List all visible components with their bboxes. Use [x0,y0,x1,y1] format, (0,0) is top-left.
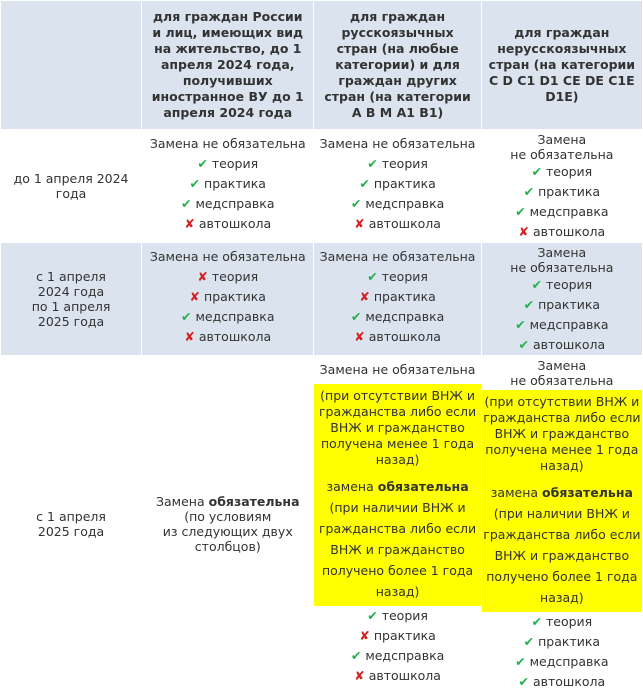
cell-r3-c3: Замена не обязательна (при отсутствии ВНЖ и гражданства либо если ВНЖ и гражданство получена менее 1 года назад) замена обязательна (при наличии ВНЖ и гражданства либо если ВНЖ и гражданство получено более 1 года назад) ✔ теория ✔ практика ✔ медсправка ✔ автошкола [481,356,642,693]
cell-r3-c2: Замена не обязательна (при отсутствии ВНЖ и гражданства либо если ВНЖ и гражданство получена менее 1 года назад) замена обязательна (при наличии ВНЖ и гражданства либо если ВНЖ и гражданство получено более 1 года назад) ✔ теория ✘ практика ✔ медсправка ✘ автошкола [314,356,481,693]
item-med: ✔ медсправка [515,654,609,669]
item-med: ✔ медсправка [350,196,445,211]
row-label: до 1 апреля 2024 года [1,130,142,243]
item-school: ✘ автошкола [184,329,272,344]
check-icon: ✔ [181,309,192,324]
cell-r2-c3: Замена не обязательна ✔ теория ✔ практика ✔ медсправка ✔ автошкола [481,243,642,356]
cross-icon: ✘ [518,224,529,239]
item-med: ✔ медсправка [515,317,609,332]
item-med: ✔ медсправка [350,648,445,663]
row-label: с 1 апреля 2024 года по 1 апреля 2025 года [1,243,142,356]
header-empty [1,1,142,130]
item-theory: ✔ теория [531,614,593,629]
check-icon: ✔ [367,269,378,284]
item-practice: ✘ практика [189,289,266,304]
check-icon: ✔ [518,674,529,689]
check-icon: ✔ [531,614,542,629]
check-icon: ✔ [523,634,535,649]
item-practice: ✘ практика [359,289,436,304]
condition-block: (при отсутствии ВНЖ и гражданства либо если ВНЖ и гражданство получена менее 1 года назад) замена обязательна (при наличии ВНЖ и гражданства либо если ВНЖ и гражданство получено более 1 года назад) [314,384,480,606]
check-icon: ✔ [350,648,362,663]
item-med: ✔ медсправка [515,204,609,219]
cross-icon: ✘ [189,289,201,304]
item-school: ✘ автошкола [518,224,606,239]
cell-r2-c1: Замена не обязательна ✘ теория ✘ практика ✔ медсправка ✘ автошкола [142,243,314,356]
row-label: с 1 апреля 2025 года [1,356,142,693]
item-practice: ✔ практика [523,297,601,312]
item-school: ✘ автошкола [354,216,441,231]
item-theory: ✔ теория [367,269,428,284]
row-after-2025 [1,356,643,693]
check-icon: ✔ [523,184,535,199]
cross-icon: ✘ [354,668,365,683]
check-icon: ✔ [531,164,542,179]
item-theory: ✘ теория [197,269,259,284]
cell-r1-c1: Замена не обязательна ✔ теория ✔ практика ✔ медсправка ✘ автошкола [142,130,314,243]
check-icon: ✔ [523,297,535,312]
item-theory: ✔ теория [197,156,259,171]
check-icon: ✔ [518,337,529,352]
cell-r3-c1: Замена обязательна (по условиям из следующих двух столбцов) [142,356,314,693]
cell-r1-c2: Замена не обязательна ✔ теория ✔ практика ✔ медсправка ✘ автошкола [314,130,481,243]
cross-icon: ✘ [359,289,370,304]
item-school: ✘ автошкола [184,216,272,231]
cross-icon: ✘ [359,628,370,643]
row-2024-2025 [1,243,643,356]
check-icon: ✔ [350,196,362,211]
header-row [1,1,643,130]
check-icon: ✔ [531,277,542,292]
check-icon: ✔ [189,176,201,191]
condition-block: (при отсутствии ВНЖ и гражданства либо если ВНЖ и гражданство получена менее 1 года назад) замена обязательна (при наличии ВНЖ и гражданства либо если ВНЖ и гражданство получено более 1 года назад) [482,390,642,612]
item-theory: ✔ теория [367,156,428,171]
item-practice: ✔ практика [523,184,601,199]
cross-icon: ✘ [197,269,208,284]
item-practice: ✔ практика [523,634,601,649]
check-icon: ✔ [197,156,208,171]
check-icon: ✔ [515,317,526,332]
item-school: ✔ автошкола [518,337,606,352]
row-before-2024 [1,130,643,243]
check-icon: ✔ [181,196,192,211]
item-med: ✔ медсправка [181,309,275,324]
header-russia: для граждан России и лиц, имеющих вид на жительство, до 1 апреля 2024 года, получивших иностранное ВУ до 1 апреля 2024 года [142,1,314,130]
item-practice: ✔ практика [189,176,266,191]
check-icon: ✔ [515,654,526,669]
cross-icon: ✘ [184,329,195,344]
check-icon: ✔ [350,309,362,324]
item-theory: ✔ теория [531,164,593,179]
header-non-russian-speaking: для граждан нерусскоязычных стран (на категории C D C1 D1 CE DE C1E D1E) [481,1,642,130]
item-school: ✔ автошкола [518,674,606,689]
check-icon: ✔ [515,204,526,219]
item-theory: ✔ теория [531,277,593,292]
cross-icon: ✘ [354,329,365,344]
cross-icon: ✘ [184,216,195,231]
cell-r2-c2: Замена не обязательна ✔ теория ✘ практика ✔ медсправка ✘ автошкола [314,243,481,356]
item-med: ✔ медсправка [350,309,445,324]
item-school: ✘ автошкола [354,668,441,683]
check-icon: ✔ [367,608,378,623]
cell-r1-c3: Замена не обязательна ✔ теория ✔ практика ✔ медсправка ✘ автошкола [481,130,642,243]
cross-icon: ✘ [354,216,365,231]
item-practice: ✘ практика [359,628,436,643]
item-practice: ✔ практика [359,176,436,191]
check-icon: ✔ [367,156,378,171]
item-med: ✔ медсправка [181,196,275,211]
item-theory: ✔ теория [367,608,428,623]
check-icon: ✔ [359,176,370,191]
header-russian-speaking: для граждан русскоязычных стран (на любые категории) и для граждан других стран (на категории A B M A1 B1) [314,1,481,130]
item-school: ✘ автошкола [354,329,441,344]
